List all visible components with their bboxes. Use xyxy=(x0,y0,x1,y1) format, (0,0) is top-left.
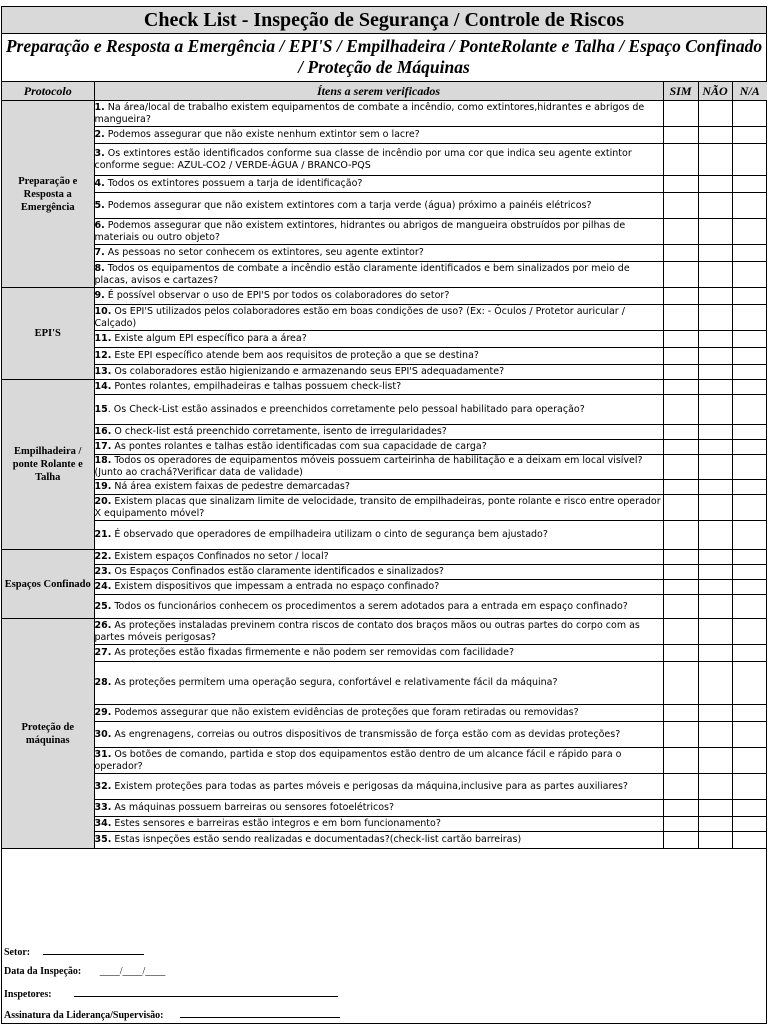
item-text: Podemos assegurar que não existem evidências de proteções que foram retiradas ou removidas? xyxy=(111,707,579,718)
item-text: Ná área existem faixas de pedestre demarcadas? xyxy=(111,481,350,492)
table-row xyxy=(2,305,767,331)
answer-cell-nao[interactable] xyxy=(698,722,732,748)
item-text: Os EPI'S utilizados pelos colaboradores estão em boas condições de uso? (Ex: - Óculos / Protetor auricular / Calçado) xyxy=(94,305,625,329)
answer-cell-nao[interactable] xyxy=(698,348,732,365)
answer-cell-nao[interactable] xyxy=(698,193,732,219)
checklist-item xyxy=(94,774,663,800)
assinatura-label: Assinatura da Liderança/Supervisão: xyxy=(4,1010,164,1021)
item-text: As pessoas no setor conhecem os extintores, seu agente extintor? xyxy=(104,247,424,258)
answer-cell-nao[interactable] xyxy=(698,440,732,455)
checklist-item xyxy=(94,595,663,619)
answer-cell-nao[interactable] xyxy=(698,305,732,331)
answer-cell-nao[interactable] xyxy=(698,288,732,305)
header-itens: Ítens a serem verificados xyxy=(94,82,663,101)
answer-cell-nao[interactable] xyxy=(698,705,732,722)
answer-cell-sim[interactable] xyxy=(663,348,698,365)
table-row xyxy=(2,832,767,849)
item-number: 26. xyxy=(94,619,112,631)
item-number: 1. xyxy=(94,101,105,113)
page-subtitle: Preparação e Resposta a Emergência / EPI'S / Empilhadeira / PonteRolante e Talha / Espaço Confinado / Proteção de Máquinas xyxy=(2,34,766,82)
table-row xyxy=(2,480,767,495)
item-text: As máquinas possuem barreiras ou sensores fotoelétricos? xyxy=(111,802,395,813)
item-text: As proteções instaladas previnem contra riscos de contato dos braços mãos ou outras partes do corpo com as partes móveis perigosas? xyxy=(94,619,640,643)
answer-cell-nao[interactable] xyxy=(698,480,732,495)
item-number: 11. xyxy=(94,333,112,344)
item-number: 23. xyxy=(94,566,112,577)
checklist-item xyxy=(94,348,663,365)
answer-cell-nao[interactable] xyxy=(698,176,732,193)
answer-cell-sim[interactable] xyxy=(663,176,698,193)
answer-cell-sim[interactable] xyxy=(663,365,698,380)
answer-cell-na[interactable] xyxy=(732,193,767,219)
item-number: 12. xyxy=(94,350,112,361)
checklist-item xyxy=(94,645,663,662)
answer-cell-sim[interactable] xyxy=(663,395,698,425)
item-text: Podemos assegurar que não existem extintores, hidrantes ou abrigos de mangueira obstruídos por pilhas de materiais ou outro objeto? xyxy=(94,219,626,243)
item-text: Todos os operadores de equipamentos móveis possuem carteirinha de habilitação e a deixam em local visível? (Junto ao crachá?Verificar data de validade) xyxy=(94,455,643,478)
item-text: Os Espaços Confinados estão claramente identificados e sinalizados? xyxy=(111,566,444,577)
protocol-label: Espaços Confinado xyxy=(2,550,94,619)
answer-cell-na[interactable] xyxy=(732,305,767,331)
answer-cell-na[interactable] xyxy=(732,176,767,193)
checklist-item xyxy=(94,395,663,425)
answer-cell-nao[interactable] xyxy=(698,331,732,348)
table-row xyxy=(2,565,767,580)
item-number: 8. xyxy=(94,262,105,274)
item-number: 21. xyxy=(94,529,112,540)
item-number: 28. xyxy=(94,677,112,688)
item-number: 20. xyxy=(94,495,112,507)
checklist-item xyxy=(94,380,663,395)
checklist-item xyxy=(94,101,663,127)
table-row xyxy=(2,176,767,193)
answer-cell-nao[interactable] xyxy=(698,262,732,288)
header-sim: SIM xyxy=(663,82,698,101)
table-row xyxy=(2,127,767,144)
item-number: 5. xyxy=(94,199,105,211)
answer-cell-sim[interactable] xyxy=(663,521,698,550)
item-text: Podemos assegurar que não existe nenhum extintor sem o lacre? xyxy=(104,129,420,140)
answer-cell-nao[interactable] xyxy=(698,565,732,580)
table-row xyxy=(2,748,767,774)
footer-data xyxy=(4,966,165,977)
protocol-label: Empilhadeira / ponte Rolante e Talha xyxy=(2,380,94,550)
answer-cell-na[interactable] xyxy=(732,380,767,395)
table-row xyxy=(2,193,767,219)
answer-cell-sim[interactable] xyxy=(663,440,698,455)
answer-cell-na[interactable] xyxy=(732,722,767,748)
item-text: Os botões de comando, partida e stop dos equipamentos estão dentro de um alcance fácil e rápido para o operador? xyxy=(94,748,622,772)
header-nao: NÃO xyxy=(698,82,732,101)
answer-cell-nao[interactable] xyxy=(698,380,732,395)
answer-cell-na[interactable] xyxy=(732,748,767,774)
answer-cell-nao[interactable] xyxy=(698,748,732,774)
table-row xyxy=(2,662,767,705)
answer-cell-na[interactable] xyxy=(732,245,767,262)
answer-cell-sim[interactable] xyxy=(663,193,698,219)
checklist-item xyxy=(94,832,663,849)
table-row xyxy=(2,817,767,832)
answer-cell-na[interactable] xyxy=(732,219,767,245)
checklist-item xyxy=(94,144,663,176)
answer-cell-na[interactable] xyxy=(732,495,767,521)
item-text: Podemos assegurar que não existem extintores com a tarja verde (água) próximo a painéis elétricos? xyxy=(104,199,592,211)
item-number: 16. xyxy=(94,426,112,437)
checklist-item xyxy=(94,817,663,832)
item-text: Os extintores estão identificados conforme sua classe de incêndio por uma cor que indica seu agente extintor conforme segue: AZUL-CO2 / VERDE-ÁGUA / BRANCO-PQS xyxy=(94,147,632,171)
footer-assinatura xyxy=(4,1008,340,1021)
table-row xyxy=(2,144,767,176)
table-row xyxy=(2,705,767,722)
item-text: É observado que operadores de empilhadeira utilizam o cinto de segurança bem ajustado? xyxy=(111,529,548,540)
item-number: 9. xyxy=(94,290,105,301)
answer-cell-na[interactable] xyxy=(732,565,767,580)
answer-cell-na[interactable] xyxy=(732,440,767,455)
checklist-item xyxy=(94,262,663,288)
answer-cell-na[interactable] xyxy=(732,365,767,380)
answer-cell-na[interactable] xyxy=(732,262,767,288)
checklist-item xyxy=(94,305,663,331)
answer-cell-na[interactable] xyxy=(732,480,767,495)
data-field[interactable]: ____/____/____ xyxy=(99,966,166,977)
table-row xyxy=(2,331,767,348)
answer-cell-sim[interactable] xyxy=(663,705,698,722)
item-text: As proteções estão fixadas firmemente e não podem ser removidas com facilidade? xyxy=(111,647,515,658)
item-number: 10. xyxy=(94,305,112,317)
item-text: Na área/local de trabalho existem equipamentos de combate a incêndio, como extintores,hidrantes e abrigos de mangueira? xyxy=(94,101,645,125)
item-number: 30. xyxy=(94,728,112,740)
answer-cell-sim[interactable] xyxy=(663,748,698,774)
answer-cell-sim[interactable] xyxy=(663,219,698,245)
table-row xyxy=(2,245,767,262)
item-text: Existem proteções para todas as partes móveis e perigosas da máquina,inclusive para as partes auxiliares? xyxy=(111,780,628,792)
answer-cell-sim[interactable] xyxy=(663,595,698,619)
answer-cell-sim[interactable] xyxy=(663,305,698,331)
page-title: Check List - Inspeção de Segurança / Controle de Riscos xyxy=(2,7,766,34)
item-number: 6. xyxy=(94,219,105,231)
answer-cell-sim[interactable] xyxy=(663,245,698,262)
assinatura-field[interactable] xyxy=(180,1008,340,1018)
answer-cell-na[interactable] xyxy=(732,144,767,176)
table-row xyxy=(2,395,767,425)
answer-cell-na[interactable] xyxy=(732,595,767,619)
table-row xyxy=(2,580,767,595)
answer-cell-nao[interactable] xyxy=(698,245,732,262)
item-number: 31. xyxy=(94,748,112,760)
answer-cell-na[interactable] xyxy=(732,580,767,595)
answer-cell-na[interactable] xyxy=(732,619,767,645)
answer-cell-nao[interactable] xyxy=(698,645,732,662)
answer-cell-sim[interactable] xyxy=(663,480,698,495)
item-text: Existem dispositivos que impessam a entrada no espaço confinado? xyxy=(111,581,440,592)
item-text: Estes sensores e barreiras estão integros e em bom funcionamento? xyxy=(111,818,441,829)
answer-cell-na[interactable] xyxy=(732,817,767,832)
answer-cell-nao[interactable] xyxy=(698,455,732,480)
answer-cell-nao[interactable] xyxy=(698,774,732,800)
table-row xyxy=(2,365,767,380)
answer-cell-nao[interactable] xyxy=(698,619,732,645)
checklist-item xyxy=(94,495,663,521)
answer-cell-na[interactable] xyxy=(732,127,767,144)
item-text: Existem espaços Confinados no setor / local? xyxy=(111,551,329,562)
answer-cell-na[interactable] xyxy=(732,705,767,722)
item-text: É possível observar o uso de EPI'S por todos os colaboradores do setor? xyxy=(104,290,450,301)
answer-cell-na[interactable] xyxy=(732,521,767,550)
answer-cell-sim[interactable] xyxy=(663,580,698,595)
item-text: Todos os equipamentos de combate a incêndio estão claramente identificados e bem sinalizados por meio de placas, avisos e cartazes? xyxy=(94,262,630,286)
item-number: 32. xyxy=(94,780,112,792)
answer-cell-sim[interactable] xyxy=(663,127,698,144)
answer-cell-nao[interactable] xyxy=(698,425,732,440)
checklist-item xyxy=(94,748,663,774)
table-row xyxy=(2,262,767,288)
checklist-item xyxy=(94,800,663,817)
item-number: 4. xyxy=(94,178,105,189)
table-row xyxy=(2,722,767,748)
answer-cell-sim[interactable] xyxy=(663,774,698,800)
item-text: Existe algum EPI específico para a área? xyxy=(111,333,307,344)
answer-cell-nao[interactable] xyxy=(698,395,732,425)
header-protocolo: Protocolo xyxy=(2,82,94,101)
item-number: 25. xyxy=(94,600,112,612)
item-text: As pontes rolantes e talhas estão identificadas com sua capacidade de carga? xyxy=(111,441,487,452)
answer-cell-nao[interactable] xyxy=(698,595,732,619)
answer-cell-sim[interactable] xyxy=(663,455,698,480)
answer-cell-na[interactable] xyxy=(732,455,767,480)
item-text: As proteções permitem uma operação segura, confortável e relativamente fácil da máquina? xyxy=(111,677,558,688)
protocol-label: EPI'S xyxy=(2,288,94,380)
table-row xyxy=(2,219,767,245)
item-text: O check-list está preenchido corretamente, isento de irregularidades? xyxy=(111,426,447,437)
answer-cell-nao[interactable] xyxy=(698,127,732,144)
checklist-item xyxy=(94,705,663,722)
item-number: 3. xyxy=(94,147,105,159)
footer-setor xyxy=(4,945,144,958)
item-number: 34. xyxy=(94,818,112,829)
item-text: Os colaboradores estão higienizando e armazenando seus EPI'S adequadamente? xyxy=(111,366,505,377)
table-row xyxy=(2,455,767,480)
answer-cell-na[interactable] xyxy=(732,101,767,127)
answer-cell-na[interactable] xyxy=(732,288,767,305)
answer-cell-nao[interactable] xyxy=(698,144,732,176)
item-number: 33. xyxy=(94,802,112,813)
table-header-row xyxy=(2,82,767,101)
item-number: 35. xyxy=(94,834,112,845)
item-number: 7. xyxy=(94,247,105,258)
item-text: Pontes rolantes, empilhadeiras e talhas possuem check-list? xyxy=(111,381,402,392)
answer-cell-na[interactable] xyxy=(732,662,767,705)
item-number: 29. xyxy=(94,707,112,718)
protocol-label: Proteção de máquinas xyxy=(2,619,94,849)
item-number: 27. xyxy=(94,647,112,658)
answer-cell-sim[interactable] xyxy=(663,817,698,832)
answer-cell-nao[interactable] xyxy=(698,832,732,849)
table-row xyxy=(2,595,767,619)
answer-cell-na[interactable] xyxy=(732,832,767,849)
item-number: 15 xyxy=(94,403,108,415)
table-row xyxy=(2,440,767,455)
answer-cell-nao[interactable] xyxy=(698,550,732,565)
checklist-item xyxy=(94,245,663,262)
answer-cell-sim[interactable] xyxy=(663,101,698,127)
item-number: 18. xyxy=(94,455,112,466)
answer-cell-na[interactable] xyxy=(732,348,767,365)
answer-cell-nao[interactable] xyxy=(698,800,732,817)
answer-cell-nao[interactable] xyxy=(698,219,732,245)
item-number: 2. xyxy=(94,129,105,140)
checklist-item xyxy=(94,288,663,305)
inspetores-field[interactable] xyxy=(74,987,338,997)
item-number: 17. xyxy=(94,441,112,452)
table-row xyxy=(2,521,767,550)
item-number: 14. xyxy=(94,381,112,392)
answer-cell-na[interactable] xyxy=(732,331,767,348)
checklist-item xyxy=(94,565,663,580)
setor-field[interactable] xyxy=(43,945,144,955)
inspetores-label: Inspetores: xyxy=(4,989,52,1000)
answer-cell-sim[interactable] xyxy=(663,144,698,176)
checklist-item xyxy=(94,219,663,245)
checklist-item xyxy=(94,550,663,565)
answer-cell-na[interactable] xyxy=(732,425,767,440)
table-row xyxy=(2,619,767,645)
item-number: 24. xyxy=(94,581,112,592)
checklist-table xyxy=(2,82,767,849)
checklist-item xyxy=(94,425,663,440)
checklist-item xyxy=(94,176,663,193)
item-text: Todos os extintores possuem a tarja de identificação? xyxy=(104,178,363,189)
checklist-item xyxy=(94,440,663,455)
answer-cell-sim[interactable] xyxy=(663,425,698,440)
table-row xyxy=(2,101,767,127)
answer-cell-sim[interactable] xyxy=(663,645,698,662)
item-text: Existem placas que sinalizam limite de velocidade, transito de empilhadeiras, ponte rolante e risco entre operador X equipamento móvel? xyxy=(94,495,661,519)
checklist-item xyxy=(94,662,663,705)
item-text: Todos os funcionários conhecem os procedimentos a serem adotados para a entrada em espaço confinado? xyxy=(111,600,628,612)
answer-cell-sim[interactable] xyxy=(663,262,698,288)
table-row xyxy=(2,348,767,365)
table-row xyxy=(2,800,767,817)
checklist-item xyxy=(94,193,663,219)
item-text: Este EPI específico atende bem aos requisitos de proteção a que se destina? xyxy=(111,350,479,361)
item-number: 13. xyxy=(94,366,112,377)
table-body xyxy=(2,101,767,849)
answer-cell-nao[interactable] xyxy=(698,521,732,550)
footer-inspetores xyxy=(4,987,338,1000)
answer-cell-nao[interactable] xyxy=(698,495,732,521)
answer-cell-sim[interactable] xyxy=(663,800,698,817)
header-na: N/A xyxy=(732,82,767,101)
table-row xyxy=(2,774,767,800)
data-label: Data da Inspeção: xyxy=(4,966,82,977)
answer-cell-na[interactable] xyxy=(732,645,767,662)
answer-cell-sim[interactable] xyxy=(663,288,698,305)
answer-cell-na[interactable] xyxy=(732,395,767,425)
table-row xyxy=(2,550,767,565)
checklist-item xyxy=(94,365,663,380)
checklist-item xyxy=(94,722,663,748)
answer-cell-sim[interactable] xyxy=(663,619,698,645)
answer-cell-sim[interactable] xyxy=(663,832,698,849)
answer-cell-nao[interactable] xyxy=(698,580,732,595)
checklist-item xyxy=(94,521,663,550)
answer-cell-na[interactable] xyxy=(732,800,767,817)
checklist-sheet xyxy=(1,6,767,1024)
item-text: As engrenagens, correias ou outros dispositivos de transmissão de força estão com as devidas proteções? xyxy=(111,728,621,740)
answer-cell-sim[interactable] xyxy=(663,565,698,580)
checklist-item xyxy=(94,127,663,144)
answer-cell-sim[interactable] xyxy=(663,331,698,348)
item-text: . Os Check-List estão assinados e preenchidos corretamente pelo pessoal habilitado para operação? xyxy=(107,403,585,415)
checklist-item xyxy=(94,480,663,495)
answer-cell-na[interactable] xyxy=(732,550,767,565)
answer-cell-na[interactable] xyxy=(732,774,767,800)
item-number: 19. xyxy=(94,481,112,492)
checklist-item xyxy=(94,619,663,645)
answer-cell-sim[interactable] xyxy=(663,662,698,705)
answer-cell-sim[interactable] xyxy=(663,550,698,565)
answer-cell-sim[interactable] xyxy=(663,722,698,748)
answer-cell-nao[interactable] xyxy=(698,662,732,705)
answer-cell-sim[interactable] xyxy=(663,380,698,395)
table-row xyxy=(2,645,767,662)
protocol-label: Preparação e Resposta a Emergência xyxy=(2,101,94,288)
table-row xyxy=(2,495,767,521)
checklist-item xyxy=(94,331,663,348)
table-row xyxy=(2,380,767,395)
table-row xyxy=(2,288,767,305)
item-number: 22. xyxy=(94,551,112,562)
answer-cell-nao[interactable] xyxy=(698,365,732,380)
item-text: Estas isnpeções estão sendo realizadas e documentadas?(check-list cartão barreiras) xyxy=(111,834,522,845)
answer-cell-nao[interactable] xyxy=(698,101,732,127)
table-row xyxy=(2,425,767,440)
checklist-item xyxy=(94,580,663,595)
answer-cell-sim[interactable] xyxy=(663,495,698,521)
answer-cell-nao[interactable] xyxy=(698,817,732,832)
checklist-item xyxy=(94,455,663,480)
setor-label: Setor: xyxy=(4,947,31,958)
